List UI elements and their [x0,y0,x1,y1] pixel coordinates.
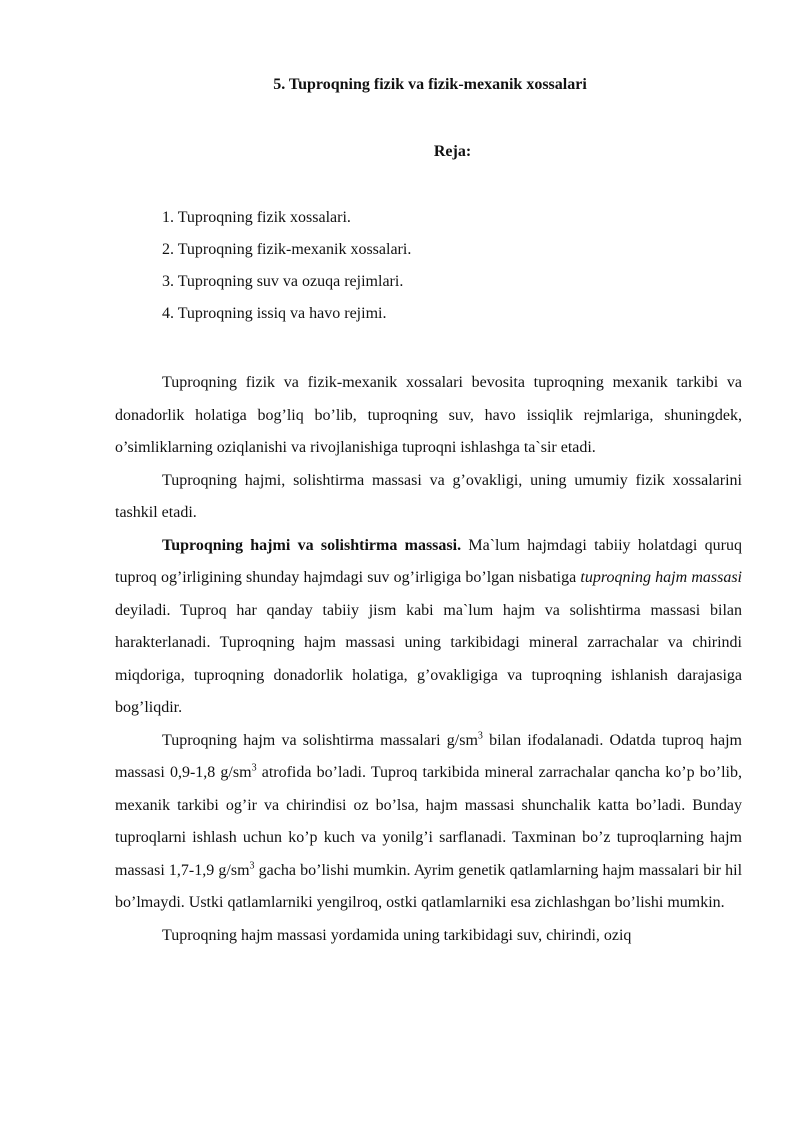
plan-list [162,207,411,335]
paragraph-4-s3: atrofida bo’ladi. Tuproq tarkibida mineral zarrachalar qancha ko’p bo’lib, mexanik tarkibi og’ir va chirindisi oz bo’lsa, hajm massasi shunchalik katta bo’ladi. Bunday tuproqlarni ishlash uchun ko’p kuch va yonilg’i sarflanadi. Taxminan bo’z tuproqlarning hajm massasi 1,7-1,9 g/sm [115,764,743,879]
paragraph-3-text-a: Ma`lum hajmdagi tabiiy holatdagi quruq tuproq og’irligining shunday hajmdagi suv og’irligiga bo’lgan nisbatiga [115,536,742,586]
body-text [115,367,742,952]
paragraph-4 [115,725,742,920]
paragraph-4-s4: gacha bo’lishi mumkin. Ayrim genetik qatlamlarning hajm massalari bir hil bo’lmaydi. Ustki qatlamlarniki yengilroq, ostki qatlamlarniki esa zichlashgan bo’lishi mumkin. [115,861,743,911]
paragraph-2: Tuproqning hajmi, solishtirma massasi va g’ovakligi, uning umumiy fizik xossalarini tashkil etadi. [115,471,742,521]
plan-item: 3. Tuproqning suv va ozuqa rejimlari. [162,273,404,290]
paragraph-4-s1: Tuproqning hajm va solishtirma massalari g/sm [162,731,478,749]
superscript-3: 3 [477,730,483,742]
paragraph-3-text-b: deyiladi. Tuproq har qanday tabiiy jism kabi ma`lum hajm va solishtirma massasi bilan harakterlanadi. Tuproqning hajm massasi uning tarkibidagi mineral zarrachalar va chirindi miqdoriga, tuproqning donadorlik holatiga, g’ovakligiga va tuproqning ishlanish darajasiga bog’liqdir. [115,601,742,716]
plan-item: 4. Tuproqning issiq va havo rejimi. [162,305,387,322]
superscript-3: 3 [251,762,257,774]
plan-heading: Reja: [433,143,472,160]
plan-item: 2. Tuproqning fizik-mexanik xossalari. [162,241,412,258]
paragraph-1: Tuproqning fizik va fizik-mexanik xossalari bevosita tuproqning mexanik tarkibi va donadorlik holatiga bog’liq bo’lib, tuproqning suv, havo issiqlik rejmlariga, shuningdek, o’simliklarning oziqlanishi va rivojlanishiga tuproqni ishlashga ta`sir etadi. [115,374,742,456]
paragraph-5: Tuproqning hajm massasi yordamida uning tarkibidagi suv, chirindi, oziq [162,926,632,944]
superscript-3: 3 [249,860,255,872]
paragraph-3-italic-term: tuproqning hajm massasi [580,569,742,586]
paragraph-3-bold-lead: Tuproqning hajmi va solishtirma massasi. [162,536,462,554]
document-title: 5. Tuproqning fizik va fizik-mexanik xossalari [273,76,587,93]
paragraph-3 [115,530,742,725]
plan-item: 1. Tuproqning fizik xossalari. [162,209,351,226]
paragraph-4-s2: bilan ifodalanadi. Odatda tuproq hajm massasi 0,9-1,8 g/sm [115,731,742,781]
